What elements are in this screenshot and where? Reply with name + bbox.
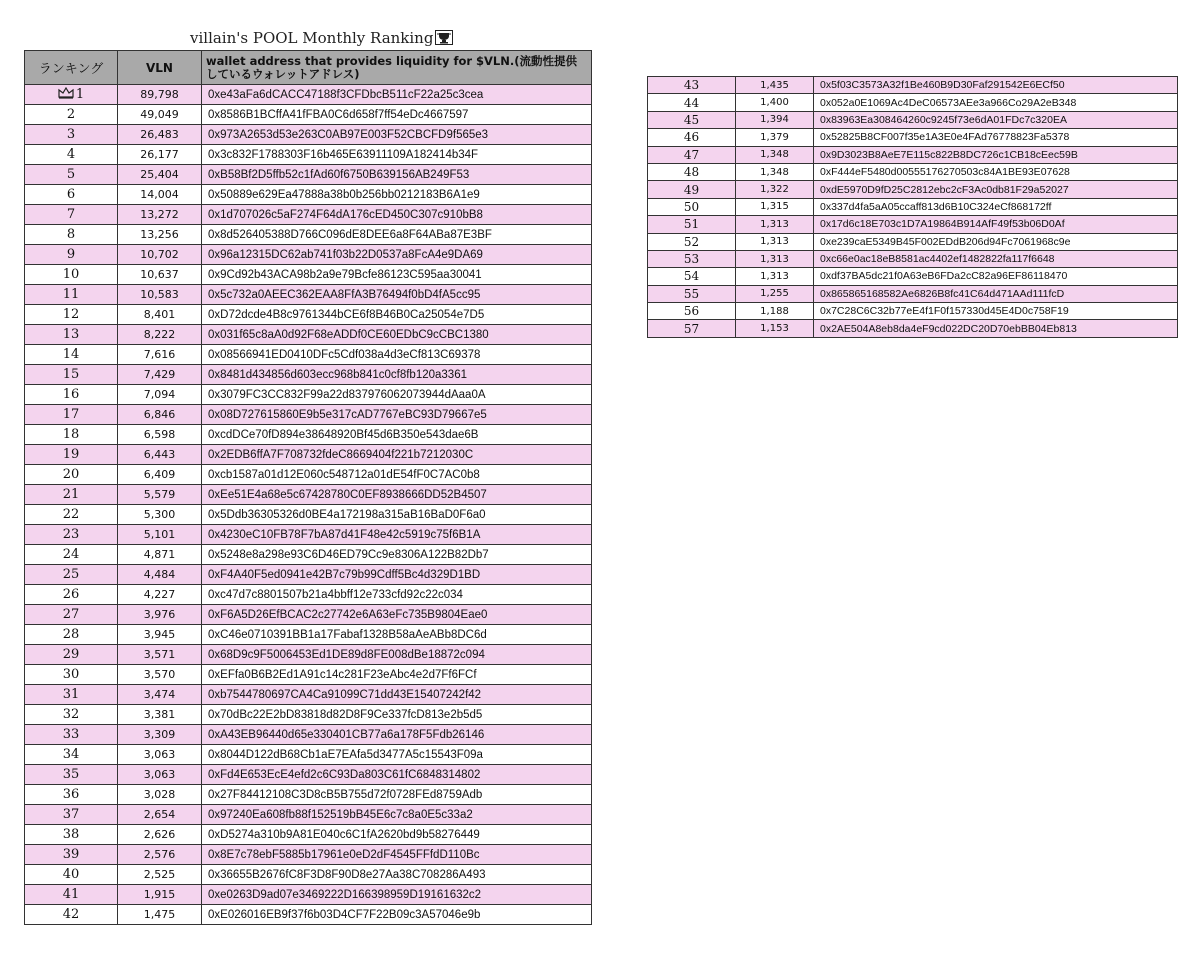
table-row	[648, 111, 1178, 128]
rank-cell	[25, 405, 118, 425]
table-row	[648, 129, 1178, 146]
rank-cell	[25, 365, 118, 385]
rank-number: 1	[75, 87, 85, 102]
wallet-address-cell: 0xcb1587a01d12E060c548712a01dE54fF0C7AC0b8	[202, 465, 592, 485]
header-vln: VLN	[118, 51, 202, 85]
wallet-address-cell: 0x8586B1BCffA41fFBA0C6d658f7ff54eDc4667597	[202, 105, 592, 125]
rank-number: 24	[62, 547, 80, 562]
rank-number: 5	[66, 167, 76, 182]
wallet-address-cell: 0x5c732a0AEEC362EAA8FfA3B76494f0bD4fA5cc95	[202, 285, 592, 305]
wallet-address-cell: 0x8d526405388D766C096dE8DEE6a8F64ABa87E3BF	[202, 225, 592, 245]
wallet-address-cell: 0xc47d7c8801507b21a4bbff12e733cfd92c22c034	[202, 585, 592, 605]
wallet-address-cell: 0x337d4fa5aA05ccaff813d6B10C324eCf868172ff	[814, 198, 1178, 215]
table-row	[648, 198, 1178, 215]
ranking-table-right	[647, 76, 1178, 338]
table-row	[25, 505, 592, 525]
rank-number: 37	[62, 807, 80, 822]
wallet-address-cell: 0xEe51E4a68e5c67428780C0EF8938666DD52B4507	[202, 485, 592, 505]
table-row	[25, 585, 592, 605]
header-rank: ランキング	[25, 51, 118, 85]
rank-number: 40	[62, 867, 80, 882]
wallet-address-cell: 0xF444eF5480d00555176270503c84A1BE93E07628	[814, 163, 1178, 180]
rank-cell	[25, 785, 118, 805]
vln-amount-cell: 7,429	[118, 365, 202, 385]
vln-amount-cell: 1,313	[736, 233, 814, 250]
vln-amount-cell: 1,322	[736, 181, 814, 198]
rank-cell	[648, 129, 736, 146]
rank-number: 15	[62, 367, 80, 382]
rank-cell	[25, 185, 118, 205]
wallet-address-cell: 0x7C28C6C32b77eE4f1F0f157330d45E4D0c758F19	[814, 303, 1178, 320]
vln-amount-cell: 25,404	[118, 165, 202, 185]
rank-number: 6	[66, 187, 76, 202]
table-row	[648, 250, 1178, 267]
vln-amount-cell: 26,177	[118, 145, 202, 165]
table-row	[648, 233, 1178, 250]
rank-number: 48	[683, 165, 700, 180]
rank-number: 9	[66, 247, 76, 262]
vln-amount-cell: 8,401	[118, 305, 202, 325]
wallet-address-cell: 0xD5274a310b9A81E040c6C1fA2620bd9b58276449	[202, 825, 592, 845]
rank-number: 33	[62, 727, 80, 742]
vln-amount-cell: 5,101	[118, 525, 202, 545]
vln-amount-cell: 10,702	[118, 245, 202, 265]
rank-number: 42	[62, 907, 80, 922]
wallet-address-cell: 0xA43EB96440d65e330401CB77a6a178F5Fdb26146	[202, 725, 592, 745]
rank-cell	[25, 705, 118, 725]
table-row	[25, 125, 592, 145]
rank-number: 12	[62, 307, 80, 322]
wallet-address-cell: 0x52825B8CF007f35e1A3E0e4FAd76778823Fa5378	[814, 129, 1178, 146]
wallet-address-cell: 0x1d707026c5aF274F64dA176cED450C307c910bB8	[202, 205, 592, 225]
rank-cell	[25, 685, 118, 705]
table-row	[25, 845, 592, 865]
vln-amount-cell: 3,474	[118, 685, 202, 705]
wallet-address-cell: 0x96a12315DC62ab741f03b22D0537a8FcA4e9DA69	[202, 245, 592, 265]
rank-cell	[25, 85, 118, 105]
table-row	[25, 325, 592, 345]
rank-cell	[25, 865, 118, 885]
vln-amount-cell: 13,256	[118, 225, 202, 245]
rank-cell	[25, 285, 118, 305]
table-row	[25, 905, 592, 925]
vln-amount-cell: 6,846	[118, 405, 202, 425]
rank-cell	[25, 165, 118, 185]
table-row	[25, 825, 592, 845]
rank-cell	[648, 250, 736, 267]
table-row	[25, 345, 592, 365]
table-row	[25, 805, 592, 825]
vln-amount-cell: 13,272	[118, 205, 202, 225]
rank-number: 7	[66, 207, 76, 222]
rank-number: 30	[62, 667, 80, 682]
rank-number: 16	[62, 387, 80, 402]
rank-number: 29	[62, 647, 80, 662]
wallet-address-cell: 0x2EDB6ffA7F708732fdeC8669404f221b7212030C	[202, 445, 592, 465]
table-row	[25, 525, 592, 545]
rank-cell	[25, 245, 118, 265]
rank-cell	[25, 425, 118, 445]
table-row	[648, 216, 1178, 233]
rank-cell	[648, 111, 736, 128]
table-row	[25, 105, 592, 125]
rank-cell	[25, 825, 118, 845]
table-row	[25, 665, 592, 685]
page-title	[190, 27, 453, 49]
table-row	[25, 785, 592, 805]
wallet-address-cell: 0xc66e0ac18eB8581ac4402ef1482822fa117f6648	[814, 250, 1178, 267]
wallet-address-cell: 0x08D727615860E9b5e317cAD7767eBC93D79667e5	[202, 405, 592, 425]
rank-number: 56	[683, 304, 700, 319]
vln-amount-cell: 49,049	[118, 105, 202, 125]
vln-amount-cell: 5,300	[118, 505, 202, 525]
rank-cell	[25, 805, 118, 825]
wallet-address-cell: 0xFd4E653EcE4efd2c6C93Da803C61fC6848314802	[202, 765, 592, 785]
wallet-address-cell: 0x973A2653d53e263C0AB97E003F52CBCFD9f565e3	[202, 125, 592, 145]
wallet-address-cell: 0x68D9c9F5006453Ed1DE89d8FE008dBe18872c094	[202, 645, 592, 665]
wallet-address-cell: 0xe0263D9ad07e3469222D166398959D19161632c2	[202, 885, 592, 905]
rank-cell	[25, 105, 118, 125]
rank-number: 53	[683, 252, 700, 267]
vln-amount-cell: 3,309	[118, 725, 202, 745]
rank-cell	[25, 845, 118, 865]
rank-number: 18	[62, 427, 80, 442]
header-address: wallet address that provides liquidity for $VLN.(流動性提供しているウォレットアドレス)	[202, 51, 592, 85]
table-row	[25, 85, 592, 105]
rank-number: 41	[62, 887, 80, 902]
rank-number: 50	[683, 199, 700, 214]
wallet-address-cell: 0xdf37BA5dc21f0A63eB6FDa2cC82a96EF86118470	[814, 268, 1178, 285]
vln-amount-cell: 2,626	[118, 825, 202, 845]
vln-amount-cell: 1,394	[736, 111, 814, 128]
rank-cell	[25, 325, 118, 345]
wallet-address-cell: 0x5Ddb36305326d0BE4a172198a315aB16BaD0F6a0	[202, 505, 592, 525]
rank-cell	[25, 565, 118, 585]
table-row	[648, 77, 1178, 94]
table-row	[25, 565, 592, 585]
vln-amount-cell: 3,028	[118, 785, 202, 805]
table-row	[25, 405, 592, 425]
rank-cell	[648, 233, 736, 250]
vln-amount-cell: 3,571	[118, 645, 202, 665]
wallet-address-cell: 0xe239caE5349B45F002EDdB206d94Fc7061968c9e	[814, 233, 1178, 250]
rank-number: 22	[62, 507, 80, 522]
wallet-address-cell: 0xb7544780697CA4Ca91099C71dd43E15407242f42	[202, 685, 592, 705]
vln-amount-cell: 1,348	[736, 163, 814, 180]
rank-number: 57	[683, 321, 700, 336]
table-row	[25, 705, 592, 725]
vln-amount-cell: 6,409	[118, 465, 202, 485]
table-row	[25, 745, 592, 765]
vln-amount-cell: 3,381	[118, 705, 202, 725]
table-row	[25, 225, 592, 245]
rank-number: 10	[62, 267, 80, 282]
table-row	[25, 625, 592, 645]
page-title-text: villain's POOL Monthly Ranking	[190, 29, 434, 47]
vln-amount-cell: 5,579	[118, 485, 202, 505]
rank-number: 4	[66, 147, 76, 162]
rank-cell	[25, 525, 118, 545]
rank-cell	[25, 465, 118, 485]
vln-amount-cell: 1,188	[736, 303, 814, 320]
wallet-address-cell: 0xcdDCe70fD894e38648920Bf45d6B350e543dae6B	[202, 425, 592, 445]
table-row	[648, 146, 1178, 163]
rank-cell	[648, 163, 736, 180]
rank-cell	[25, 765, 118, 785]
rank-number: 54	[683, 269, 700, 284]
vln-amount-cell: 1,348	[736, 146, 814, 163]
rank-cell	[25, 505, 118, 525]
rank-cell	[648, 303, 736, 320]
rank-cell	[25, 625, 118, 645]
table-row	[648, 320, 1178, 337]
table-row	[25, 645, 592, 665]
vln-amount-cell: 4,871	[118, 545, 202, 565]
wallet-address-cell: 0x97240Ea608fb88f152519bB45E6c7c8a0E5c33a2	[202, 805, 592, 825]
rank-cell	[25, 305, 118, 325]
rank-number: 35	[62, 767, 80, 782]
trophy-icon	[435, 30, 453, 45]
table-row	[25, 725, 592, 745]
rank-number: 31	[62, 687, 80, 702]
rank-cell	[25, 345, 118, 365]
table-row	[648, 303, 1178, 320]
vln-amount-cell: 3,945	[118, 625, 202, 645]
rank-cell	[648, 181, 736, 198]
rank-number: 38	[62, 827, 80, 842]
rank-cell	[25, 605, 118, 625]
table-row	[25, 605, 592, 625]
vln-amount-cell: 1,153	[736, 320, 814, 337]
vln-amount-cell: 1,475	[118, 905, 202, 925]
vln-amount-cell: 4,484	[118, 565, 202, 585]
vln-amount-cell: 7,616	[118, 345, 202, 365]
wallet-address-cell: 0x8E7c78ebF5885b17961e0eD2dF4545FFfdD110Bc	[202, 845, 592, 865]
vln-amount-cell: 3,570	[118, 665, 202, 685]
vln-amount-cell: 14,004	[118, 185, 202, 205]
wallet-address-cell: 0x5248e8a298e93C6D46ED79Cc9e8306A122B82Db7	[202, 545, 592, 565]
vln-amount-cell: 4,227	[118, 585, 202, 605]
table-row	[25, 205, 592, 225]
vln-amount-cell: 1,915	[118, 885, 202, 905]
table-row	[25, 185, 592, 205]
rank-number: 27	[62, 607, 80, 622]
rank-number: 17	[62, 407, 80, 422]
wallet-address-cell: 0xe43aFa6dCACC47188f3CFDbcB511cF22a25c3cea	[202, 85, 592, 105]
wallet-address-cell: 0x4230eC10FB78F7bA87d41F48e42c5919c75f6B1A	[202, 525, 592, 545]
table-row	[25, 245, 592, 265]
wallet-address-cell: 0x36655B2676fC8F3D8F90D8e27Aa38C708286A493	[202, 865, 592, 885]
rank-cell	[648, 285, 736, 302]
table-row	[25, 465, 592, 485]
rank-cell	[25, 125, 118, 145]
table-row	[648, 181, 1178, 198]
vln-amount-cell: 6,598	[118, 425, 202, 445]
table-row	[25, 385, 592, 405]
rank-number: 11	[62, 287, 80, 302]
rank-number: 26	[62, 587, 80, 602]
rank-number: 21	[62, 487, 80, 502]
vln-amount-cell: 2,654	[118, 805, 202, 825]
wallet-address-cell: 0x9Cd92b43ACA98b2a9e79Bcfe86123C595aa30041	[202, 265, 592, 285]
vln-amount-cell: 1,313	[736, 268, 814, 285]
vln-amount-cell: 1,400	[736, 94, 814, 111]
table-row	[25, 885, 592, 905]
table-row	[25, 445, 592, 465]
vln-amount-cell: 1,379	[736, 129, 814, 146]
table-row	[25, 685, 592, 705]
table-row	[25, 545, 592, 565]
table-row	[25, 865, 592, 885]
rank-number: 46	[683, 130, 700, 145]
wallet-address-cell: 0x70dBc22E2bD83818d82D8F9Ce337fcD813e2b5d5	[202, 705, 592, 725]
vln-amount-cell: 1,313	[736, 216, 814, 233]
wallet-address-cell: 0x3079FC3CC832F99a22d837976062073944dAaa0A	[202, 385, 592, 405]
rank-cell	[25, 485, 118, 505]
rank-number: 52	[683, 234, 700, 249]
table-row	[25, 425, 592, 445]
table-row	[25, 485, 592, 505]
rank-cell	[25, 145, 118, 165]
rank-number: 39	[62, 847, 80, 862]
rank-number: 2	[66, 107, 76, 122]
vln-amount-cell: 89,798	[118, 85, 202, 105]
vln-amount-cell: 1,435	[736, 77, 814, 94]
rank-number: 45	[683, 112, 700, 127]
rank-cell	[25, 905, 118, 925]
rank-number: 43	[683, 78, 700, 93]
rank-cell	[25, 665, 118, 685]
wallet-address-cell: 0xF4A40F5ed0941e42B7c79b99Cdff5Bc4d329D1BD	[202, 565, 592, 585]
table-header-row	[25, 51, 592, 85]
table-row	[25, 765, 592, 785]
wallet-address-cell: 0xC46e0710391BB1a17Fabaf1328B58aAeABb8DC6d	[202, 625, 592, 645]
vln-amount-cell: 1,313	[736, 250, 814, 267]
rank-cell	[648, 77, 736, 94]
rank-number: 55	[683, 286, 700, 301]
wallet-address-cell: 0x8481d434856d603ecc968b841c0cf8fb120a3361	[202, 365, 592, 385]
vln-amount-cell: 2,525	[118, 865, 202, 885]
rank-cell	[648, 320, 736, 337]
wallet-address-cell: 0x27F84412108C3D8cB5B755d72f0728FEd8759Adb	[202, 785, 592, 805]
wallet-address-cell: 0xE026016EB9f37f6b03D4CF7F22B09c3A57046e9b	[202, 905, 592, 925]
wallet-address-cell: 0x3c832F1788303F16b465E63911109A182414b34F	[202, 145, 592, 165]
rank-number: 20	[62, 467, 80, 482]
rank-cell	[25, 585, 118, 605]
ranking-table-left	[24, 50, 592, 925]
table-row	[25, 285, 592, 305]
rank-cell	[25, 265, 118, 285]
rank-cell	[25, 885, 118, 905]
crown-icon	[58, 87, 74, 99]
vln-amount-cell: 7,094	[118, 385, 202, 405]
rank-cell	[648, 198, 736, 215]
rank-cell	[648, 216, 736, 233]
wallet-address-cell: 0x052a0E1069Ac4DeC06573AEe3a966Co29A2eB348	[814, 94, 1178, 111]
table-row	[648, 163, 1178, 180]
rank-cell	[25, 725, 118, 745]
rank-cell	[25, 385, 118, 405]
rank-cell	[648, 94, 736, 111]
vln-amount-cell: 1,315	[736, 198, 814, 215]
rank-number: 34	[62, 747, 80, 762]
rank-number: 8	[66, 227, 76, 242]
rank-number: 28	[62, 627, 80, 642]
rank-cell	[25, 225, 118, 245]
table-row	[648, 285, 1178, 302]
table-row	[648, 94, 1178, 111]
rank-number: 44	[683, 95, 700, 110]
vln-amount-cell: 6,443	[118, 445, 202, 465]
rank-number: 49	[683, 182, 700, 197]
table-row	[25, 265, 592, 285]
vln-amount-cell: 2,576	[118, 845, 202, 865]
vln-amount-cell: 3,976	[118, 605, 202, 625]
rank-cell	[648, 268, 736, 285]
rank-number: 19	[62, 447, 80, 462]
wallet-address-cell: 0x50889e629Ea47888a38b0b256bb0212183B6A1e9	[202, 185, 592, 205]
rank-cell	[25, 745, 118, 765]
rank-number: 36	[62, 787, 80, 802]
wallet-address-cell: 0xEFfa0B6B2Ed1A91c14c281F23eAbc4e2d7Ff6FCf	[202, 665, 592, 685]
wallet-address-cell: 0x9D3023B8AeE7E115c822B8DC726c1CB18cEec59B	[814, 146, 1178, 163]
rank-number: 51	[683, 217, 700, 232]
rank-cell	[25, 545, 118, 565]
wallet-address-cell: 0xdE5970D9fD25C2812ebc2cF3Ac0db81F29a52027	[814, 181, 1178, 198]
table-row	[25, 165, 592, 185]
ranking-table-right-body	[648, 77, 1178, 338]
vln-amount-cell: 1,255	[736, 285, 814, 302]
wallet-address-cell: 0x83963Ea308464260c9245f73e6dA01FDc7c320EA	[814, 111, 1178, 128]
wallet-address-cell: 0x865865168582Ae6826B8fc41C64d471AAd111fcD	[814, 285, 1178, 302]
table-row	[25, 145, 592, 165]
vln-amount-cell: 26,483	[118, 125, 202, 145]
wallet-address-cell: 0xD72dcde4B8c9761344bCE6f8B46B0Ca25054e7D5	[202, 305, 592, 325]
wallet-address-cell: 0x031f65c8aA0d92F68eADDf0CE60EDbC9cCBC1380	[202, 325, 592, 345]
rank-number: 23	[62, 527, 80, 542]
vln-amount-cell: 3,063	[118, 745, 202, 765]
wallet-address-cell: 0x08566941ED0410DFc5Cdf038a4d3eCf813C69378	[202, 345, 592, 365]
rank-number: 14	[62, 347, 80, 362]
rank-number: 3	[66, 127, 76, 142]
rank-cell	[648, 146, 736, 163]
rank-number: 25	[62, 567, 80, 582]
rank-number: 13	[62, 327, 80, 342]
wallet-address-cell: 0x5f03C3573A32f1Be460B9D30Faf291542E6ECf50	[814, 77, 1178, 94]
table-row	[648, 268, 1178, 285]
table-row	[25, 365, 592, 385]
rank-cell	[25, 445, 118, 465]
wallet-address-cell: 0x2AE504A8eb8da4eF9cd022DC20D70ebBB04Eb813	[814, 320, 1178, 337]
wallet-address-cell: 0xF6A5D26EfBCAC2c27742e6A63eFc735B9804Eae0	[202, 605, 592, 625]
vln-amount-cell: 8,222	[118, 325, 202, 345]
rank-cell	[25, 645, 118, 665]
vln-amount-cell: 10,583	[118, 285, 202, 305]
vln-amount-cell: 10,637	[118, 265, 202, 285]
wallet-address-cell: 0x8044D122dB68Cb1aE7EAfa5d3477A5c15543F09a	[202, 745, 592, 765]
rank-cell	[25, 205, 118, 225]
wallet-address-cell: 0xB58Bf2D5ffb52c1fAd60f6750B639156AB249F53	[202, 165, 592, 185]
rank-number: 47	[683, 147, 700, 162]
rank-number: 32	[62, 707, 80, 722]
ranking-table-left-body	[25, 85, 592, 925]
vln-amount-cell: 3,063	[118, 765, 202, 785]
wallet-address-cell: 0x17d6c18E703c1D7A19864B914AfF49f53b06D0Af	[814, 216, 1178, 233]
table-row	[25, 305, 592, 325]
